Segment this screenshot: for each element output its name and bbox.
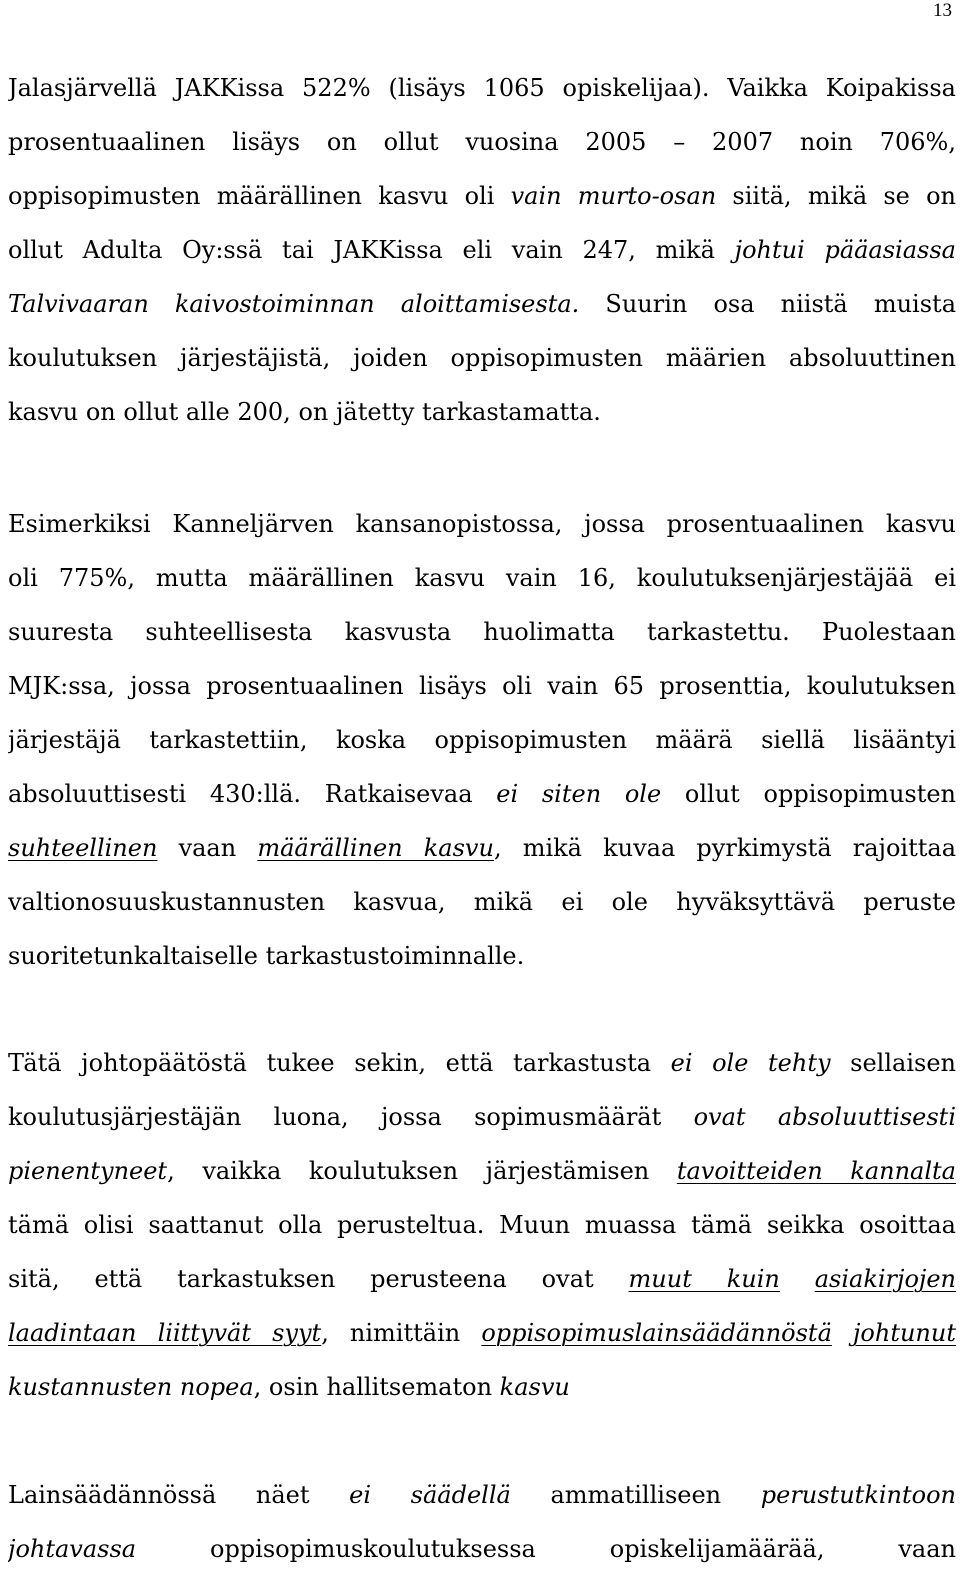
text-run: Tätä johtopäätöstä tukee sekin, että tarkastusta [8,1049,671,1077]
text-run: suoritetunkaltaiselle tarkastustoiminnalle. [8,942,525,970]
text-line [8,713,956,767]
text-run: siitä, mikä se on [716,182,956,210]
emphasized-underlined-text: asiakirjojen [814,1265,956,1293]
emphasized-text: pienentyneet [8,1157,168,1185]
text-line [8,1522,956,1576]
paragraph-4 [8,1468,956,1576]
text-line [8,1468,956,1522]
text-line [8,767,956,821]
text-run: oli 775%, mutta määrällinen kasvu vain 16, koulutuksenjärjestäjää ei [8,564,956,592]
emphasized-text: perustutkintoon [760,1481,956,1509]
text-run: Jalasjärvellä JAKKissa 522% (lisäys 1065 opiskelijaa). Vaikka Koipakissa [8,74,956,102]
paragraph-1 [8,61,956,439]
text-run [832,1319,853,1347]
text-run: koulutuksen järjestäjistä, joiden oppisopimusten määrien absoluuttinen [8,344,956,372]
emphasized-underlined-text: tavoitteiden kannalta [676,1157,956,1185]
text-run: koulutusjärjestäjän luona, jossa sopimusmäärät [8,1103,694,1131]
text-run: , nimittäin [321,1319,482,1347]
emphasized-text: ovat absoluuttisesti [693,1103,956,1131]
text-line [8,1252,956,1306]
text-line [8,551,956,605]
text-run: tämä olisi saattanut olla perusteltua. Muun muassa tämä seikka osoittaa [8,1211,956,1239]
text-line [8,385,956,439]
text-run: ollut oppisopimusten [661,780,956,808]
text-run: valtionosuuskustannusten kasvua, mikä ei ole hyväksyttävä peruste [8,888,956,916]
text-line [8,497,956,551]
emphasized-text: kustannusten nopea [8,1373,254,1401]
text-run: ollut Adulta Oy:ssä tai JAKKissa eli vain 247, mikä [8,236,735,264]
text-line [8,929,956,983]
text-run: Esimerkiksi Kanneljärven kansanopistossa, jossa prosentuaalinen kasvu [8,510,956,538]
text-line [8,61,956,115]
emphasized-text: Talvivaaran kaivostoiminnan aloittamisesta. [8,290,580,318]
text-run: MJK:ssa, jossa prosentuaalinen lisäys oli vain 65 prosenttia, koulutuksen [8,672,956,700]
text-run: sellaisen [830,1049,956,1077]
text-run: järjestäjä tarkastettiin, koska oppisopimusten määrä siellä lisääntyi [8,726,956,754]
emphasized-underlined-text: määrällinen kasvu [257,834,494,862]
text-line [8,821,956,875]
emphasized-text: ei ole tehty [670,1049,831,1077]
emphasized-text: vain murto-osan [510,182,717,210]
text-run: oppisopimusten määrällinen kasvu oli [8,182,511,210]
paragraph-2 [8,497,956,983]
text-line [8,169,956,223]
emphasized-text: kasvu [499,1373,570,1401]
text-line [8,1198,956,1252]
text-run: Lainsäädännössä näet [8,1481,350,1509]
text-line [8,875,956,929]
text-run: absoluuttisesti 430:llä. Ratkaisevaa [8,780,497,808]
emphasized-underlined-text: johtunut [852,1319,956,1347]
text-line [8,1090,956,1144]
text-run: prosentuaalinen lisäys on ollut vuosina 2005 – 2007 noin 706%, [8,128,956,156]
text-run: , vaikka koulutuksen järjestämisen [167,1157,677,1185]
text-line [8,1144,956,1198]
text-line [8,659,956,713]
text-line [8,115,956,169]
text-run: oppisopimuskoulutuksessa opiskelijamäärää, vaan [136,1535,956,1563]
text-run: , osin hallitsematon [253,1373,500,1401]
text-line [8,605,956,659]
emphasized-text: johtui pääasiassa [734,236,956,264]
page-number: 13 [933,0,952,21]
text-run: Suurin osa niistä muista [579,290,956,318]
text-line [8,1360,956,1414]
text-run: , mikä kuvaa pyrkimystä rajoittaa [493,834,956,862]
text-line [8,1306,956,1360]
emphasized-text: johtavassa [8,1535,137,1563]
text-run: sitä, että tarkastuksen perusteena ovat [8,1265,629,1293]
text-run: kasvu on ollut alle 200, on jätetty tarkastamatta. [8,398,601,426]
text-run: ammatilliseen [510,1481,761,1509]
text-run: vaan [157,834,258,862]
emphasized-text: ei säädellä [349,1481,511,1509]
emphasized-underlined-text: suhteellinen [8,834,158,862]
paragraph-3 [8,1036,956,1414]
emphasized-underlined-text: muut kuin [628,1265,780,1293]
text-line [8,223,956,277]
text-line [8,1036,956,1090]
text-run: suuresta suhteellisesta kasvusta huolimatta tarkastettu. Puolestaan [8,618,956,646]
text-line [8,277,956,331]
emphasized-underlined-text: laadintaan liittyvät syyt [8,1319,322,1347]
emphasized-underlined-text: oppisopimuslainsäädännöstä [481,1319,832,1347]
text-line [8,331,956,385]
text-run [780,1265,815,1293]
emphasized-text: ei siten ole [496,780,662,808]
